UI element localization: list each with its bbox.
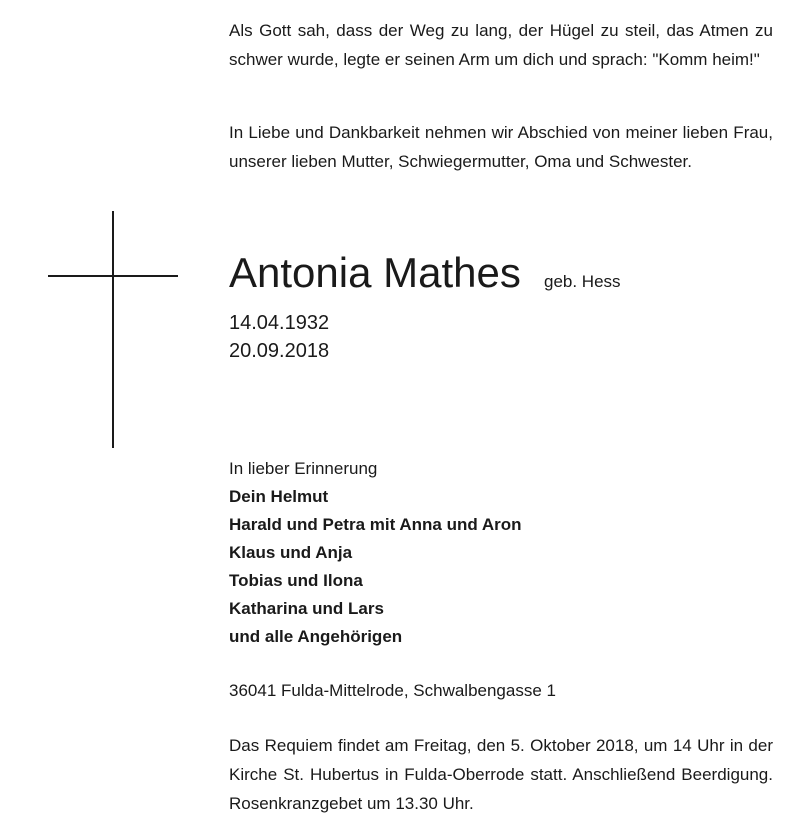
cross-vertical-beam: [112, 211, 114, 448]
family-address: 36041 Fulda-Mittelrode, Schwalbengasse 1: [229, 681, 556, 700]
mourner-name: Tobias und Ilona: [229, 571, 363, 590]
opening-quote: Als Gott sah, dass der Weg zu lang, der Hügel zu steil, das Atmen zu schwer wurde, legte er seinen Arm um dich und sprach: "Komm heim!": [229, 21, 773, 69]
mourners-lead: In lieber Erinnerung: [229, 459, 378, 478]
mourners-block: [229, 455, 521, 651]
farewell-text: In Liebe und Dankbarkeit nehmen wir Abschied von meiner lieben Frau, unserer lieben Mutter, Schwiegermutter, Oma und Schwester.: [229, 123, 773, 171]
life-dates: [229, 309, 329, 365]
mourner-name: Katharina und Lars: [229, 599, 384, 618]
service-info: Das Requiem findet am Freitag, den 5. Oktober 2018, um 14 Uhr in der Kirche St. Hubertus in Fulda-Oberrode statt. Anschließend Beerdigung. Rosenkranzgebet um 13.30 Uhr.: [229, 736, 773, 813]
deceased-name: Antonia Mathes: [229, 249, 521, 296]
mourner-name: Dein Helmut: [229, 487, 329, 506]
mourner-name: Harald und Petra mit Anna und Aron: [229, 515, 522, 534]
mourner-name: Klaus und Anja: [229, 543, 353, 562]
birth-date: 14.04.1932: [229, 312, 330, 334]
death-date: 20.09.2018: [229, 340, 330, 362]
mourner-name: und alle Angehörigen: [229, 627, 403, 646]
cross-icon: [48, 211, 178, 448]
cross-horizontal-beam: [48, 275, 178, 277]
maiden-name: geb. Hess: [544, 272, 621, 291]
